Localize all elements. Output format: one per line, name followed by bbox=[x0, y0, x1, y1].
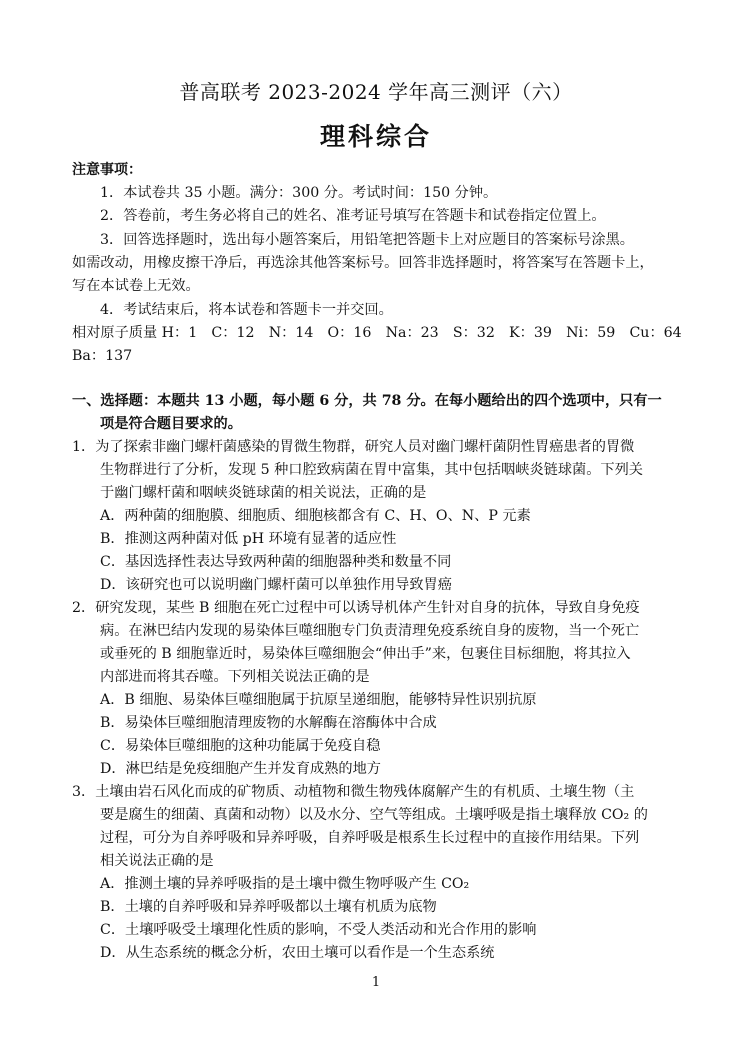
page-number: 1 bbox=[371, 975, 381, 990]
question-2-option-c: C．易染体巨噬细胞的这种功能属于免疫自稳 bbox=[100, 738, 381, 754]
question-3-option-c: C．土壤呼吸受土壤理化性质的影响，不受人类活动和光合作用的影响 bbox=[100, 922, 537, 938]
question-1-stem: 生物群进行了分析，发现 5 种口腔致病菌在胃中富集，其中包括咽峡炎链球菌。下列关 bbox=[100, 462, 643, 478]
question-2-option-a: A．B 细胞、易染体巨噬细胞属于抗原呈递细胞，能够特异性识别抗原 bbox=[100, 692, 537, 708]
notes-heading: 注意事项： bbox=[72, 162, 142, 178]
question-2-stem: 或垂死的 B 细胞靠近时，易染体巨噬细胞会“伸出手”来，包裹住目标细胞，将其拉入 bbox=[100, 646, 631, 662]
question-1-stem: 于幽门螺杆菌和咽峡炎链球菌的相关说法，正确的是 bbox=[100, 485, 427, 501]
question-3-stem: 过程，可分为自养呼吸和异养呼吸，自养呼吸是根系生长过程中的直接作用结果。下列 bbox=[100, 830, 640, 846]
question-2-stem: 2．研究发现，某些 B 细胞在死亡过程中可以诱导机体产生针对自身的抗体，导致自身免疫 bbox=[72, 600, 640, 616]
atomic-masses: Ba：137 bbox=[72, 348, 133, 364]
section-heading: 项是符合题目要求的。 bbox=[100, 416, 242, 432]
note-item: 1．本试卷共 35 小题。满分：300 分。考试时间：150 分钟。 bbox=[100, 185, 498, 201]
question-2-option-b: B．易染体巨噬细胞清理废物的水解酶在溶酶体中合成 bbox=[100, 715, 437, 731]
section-heading: 一、选择题：本题共 13 小题，每小题 6 分，共 78 分。在每小题给出的四个选项中，只有一 bbox=[72, 393, 662, 409]
question-2-option-d: D．淋巴结是免疫细胞产生并发育成熟的地方 bbox=[100, 761, 381, 777]
question-3-stem: 相关说法正确的是 bbox=[100, 853, 214, 869]
note-item: 3．回答选择题时，选出每小题答案后，用铅笔把答题卡上对应题目的答案标号涂黑。 bbox=[100, 232, 634, 248]
question-1-option-b: B．推测这两种菌对低 pH 环境有显著的适应性 bbox=[100, 531, 397, 547]
question-2-stem: 病。在淋巴结内发现的易染体巨噬细胞专门负责清理免疫系统自身的废物，当一个死亡 bbox=[100, 623, 640, 639]
question-1-option-a: A．两种菌的细胞膜、细胞质、细胞核都含有 C、H、O、N、P 元素 bbox=[100, 508, 531, 524]
atomic-masses: 相对原子质量 H：1 C：12 N：14 O：16 Na：23 S：32 K：39 Ni：59 Cu：64 bbox=[72, 325, 682, 341]
exam-subject: 理科综合 bbox=[319, 122, 432, 151]
exam-title: 普高联考 2023-2024 学年高三测评（六） bbox=[179, 80, 573, 104]
question-3-option-a: A．推测土壤的异养呼吸指的是土壤中微生物呼吸产生 CO₂ bbox=[100, 876, 470, 892]
question-1-stem: 1．为了探索非幽门螺杆菌感染的胃微生物群，研究人员对幽门螺杆菌阴性胃癌患者的胃微 bbox=[72, 439, 635, 455]
note-item: 如需改动，用橡皮擦干净后，再选涂其他答案标号。回答非选择题时，将答案写在答题卡上， bbox=[72, 255, 654, 271]
note-item: 写在本试卷上无效。 bbox=[72, 278, 200, 294]
question-1-option-d: D．该研究也可以说明幽门螺杆菌可以单独作用导致胃癌 bbox=[100, 577, 452, 593]
question-3-stem: 3．土壤由岩石风化而成的矿物质、动植物和微生物残体腐解产生的有机质、土壤生物（主 bbox=[72, 784, 635, 800]
note-item: 2．答卷前，考生务必将自己的姓名、准考证号填写在答题卡和试卷指定位置上。 bbox=[100, 208, 606, 224]
question-3-option-d: D．从生态系统的概念分析，农田土壤可以看作是一个生态系统 bbox=[100, 945, 495, 961]
question-3-option-b: B．土壤的自养呼吸和异养呼吸都以土壤有机质为底物 bbox=[100, 899, 437, 915]
question-3-stem: 要是腐生的细菌、真菌和动物）以及水分、空气等组成。土壤呼吸是指土壤释放 CO₂ 的 bbox=[100, 807, 648, 823]
note-item: 4．考试结束后，将本试卷和答题卡一并交回。 bbox=[100, 302, 393, 318]
question-1-option-c: C．基因选择性表达导致两种菌的细胞器种类和数量不同 bbox=[100, 554, 452, 570]
question-2-stem: 内部进而将其吞噬。下列相关说法正确的是 bbox=[100, 669, 370, 685]
